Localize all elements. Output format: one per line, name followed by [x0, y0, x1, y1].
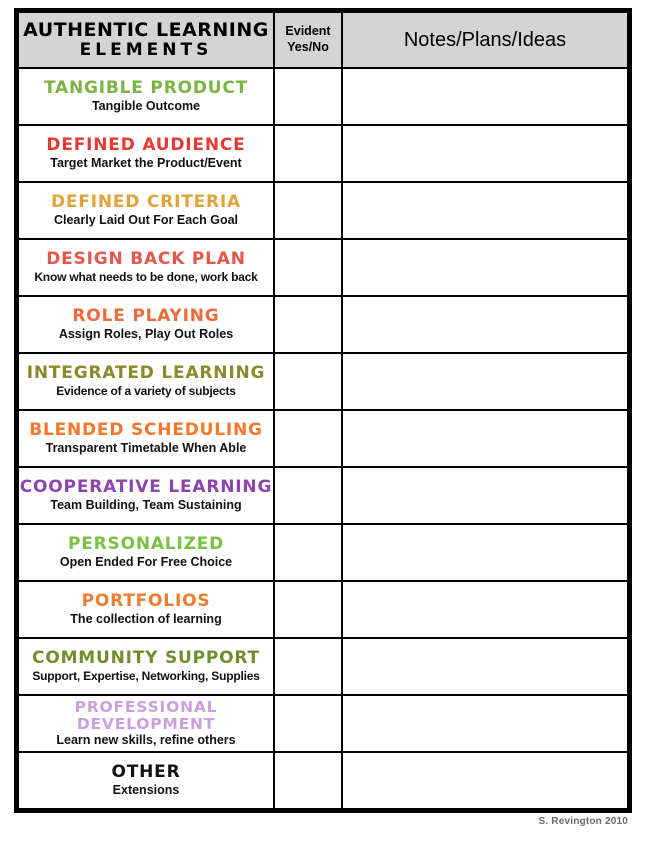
element-cell	[18, 410, 274, 467]
element-title: COOPERATIVE LEARNING	[19, 476, 273, 497]
evident-input-cell[interactable]	[274, 182, 342, 239]
element-subtitle: Clearly Laid Out For Each Goal	[53, 212, 239, 227]
element-cell	[18, 353, 274, 410]
element-title: BLENDED SCHEDULING	[29, 419, 263, 440]
table-row	[18, 239, 628, 296]
notes-input-cell[interactable]	[342, 410, 628, 467]
element-subtitle: Assign Roles, Play Out Roles	[58, 326, 234, 341]
notes-input-cell[interactable]	[342, 581, 628, 638]
evident-input-cell[interactable]	[274, 239, 342, 296]
header-elements-line2: ELEMENTS	[79, 40, 213, 61]
element-cell	[18, 638, 274, 695]
table-row	[18, 125, 628, 182]
evident-input-cell[interactable]	[274, 467, 342, 524]
table-row	[18, 353, 628, 410]
evident-input-cell[interactable]	[274, 125, 342, 182]
evident-input-cell[interactable]	[274, 296, 342, 353]
element-subtitle: The collection of learning	[70, 611, 222, 626]
notes-input-cell[interactable]	[342, 752, 628, 809]
notes-input-cell[interactable]	[342, 239, 628, 296]
notes-input-cell[interactable]	[342, 695, 628, 752]
table-body	[18, 68, 628, 809]
element-title: PORTFOLIOS	[81, 590, 211, 611]
table-row	[18, 296, 628, 353]
notes-input-cell[interactable]	[342, 524, 628, 581]
table-row	[18, 524, 628, 581]
notes-input-cell[interactable]	[342, 353, 628, 410]
element-title: COMMUNITY SUPPORT	[32, 647, 260, 668]
table-row	[18, 752, 628, 809]
evident-input-cell[interactable]	[274, 524, 342, 581]
table-row	[18, 182, 628, 239]
header-elements-line1: AUTHENTIC LEARNING	[23, 18, 269, 41]
credit-line: S. Revington 2010	[538, 816, 628, 827]
table-row	[18, 410, 628, 467]
header-evident-line2: Yes/No	[287, 40, 329, 54]
notes-input-cell[interactable]	[342, 182, 628, 239]
evident-input-cell[interactable]	[274, 353, 342, 410]
evident-input-cell[interactable]	[274, 638, 342, 695]
evident-input-cell[interactable]	[274, 410, 342, 467]
element-subtitle: Know what needs to be done, work back	[34, 269, 258, 284]
element-cell	[18, 752, 274, 809]
evident-input-cell[interactable]	[274, 695, 342, 752]
element-cell	[18, 296, 274, 353]
element-cell	[18, 581, 274, 638]
evident-input-cell[interactable]	[274, 752, 342, 809]
notes-input-cell[interactable]	[342, 125, 628, 182]
table-row	[18, 581, 628, 638]
header-evident-line1: Evident	[285, 24, 331, 39]
notes-input-cell[interactable]	[342, 638, 628, 695]
element-subtitle: Transparent Timetable When Able	[45, 440, 247, 455]
table-row	[18, 68, 628, 125]
notes-input-cell[interactable]	[342, 296, 628, 353]
element-subtitle: Extensions	[112, 782, 180, 797]
element-cell	[18, 467, 274, 524]
element-subtitle: Target Market the Product/Event	[50, 155, 242, 170]
element-title: ROLE PLAYING	[72, 305, 220, 326]
element-cell	[18, 524, 274, 581]
element-cell	[18, 68, 274, 125]
element-title: PERSONALIZED	[67, 533, 225, 554]
element-subtitle: Open Ended For Free Choice	[59, 554, 233, 569]
evident-input-cell[interactable]	[274, 68, 342, 125]
table-row	[18, 695, 628, 752]
element-title: DEFINED CRITERIA	[50, 191, 241, 212]
element-subtitle: Learn new skills, refine others	[56, 732, 236, 747]
header-cell-notes	[342, 12, 628, 68]
header-notes-title: Notes/Plans/Ideas	[403, 28, 567, 51]
element-cell	[18, 239, 274, 296]
element-cell	[18, 125, 274, 182]
authentic-learning-table	[17, 11, 629, 810]
table-row	[18, 638, 628, 695]
evident-input-cell[interactable]	[274, 581, 342, 638]
table-frame	[14, 8, 632, 813]
element-subtitle: Evidence of a variety of subjects	[56, 383, 236, 398]
element-title: PROFESSIONAL DEVELOPMENT	[74, 698, 218, 733]
table-row	[18, 467, 628, 524]
element-title: DESIGN BACK PLAN	[46, 248, 246, 269]
notes-input-cell[interactable]	[342, 467, 628, 524]
header-cell-evident	[274, 12, 342, 68]
header-cell-elements	[18, 12, 274, 68]
element-cell	[18, 695, 274, 752]
notes-input-cell[interactable]	[342, 68, 628, 125]
header-evident-title	[275, 24, 341, 55]
header-elements-title	[19, 20, 273, 60]
element-title: TANGIBLE PRODUCT	[43, 77, 249, 98]
element-title: INTEGRATED LEARNING	[26, 362, 266, 383]
table-header	[18, 12, 628, 68]
element-subtitle: Team Building, Team Sustaining	[50, 497, 242, 512]
element-cell	[18, 182, 274, 239]
element-subtitle: Support, Expertise, Networking, Supplies	[32, 668, 260, 683]
element-title: OTHER	[111, 761, 181, 782]
element-subtitle: Tangible Outcome	[91, 98, 201, 113]
element-title: DEFINED AUDIENCE	[46, 134, 246, 155]
